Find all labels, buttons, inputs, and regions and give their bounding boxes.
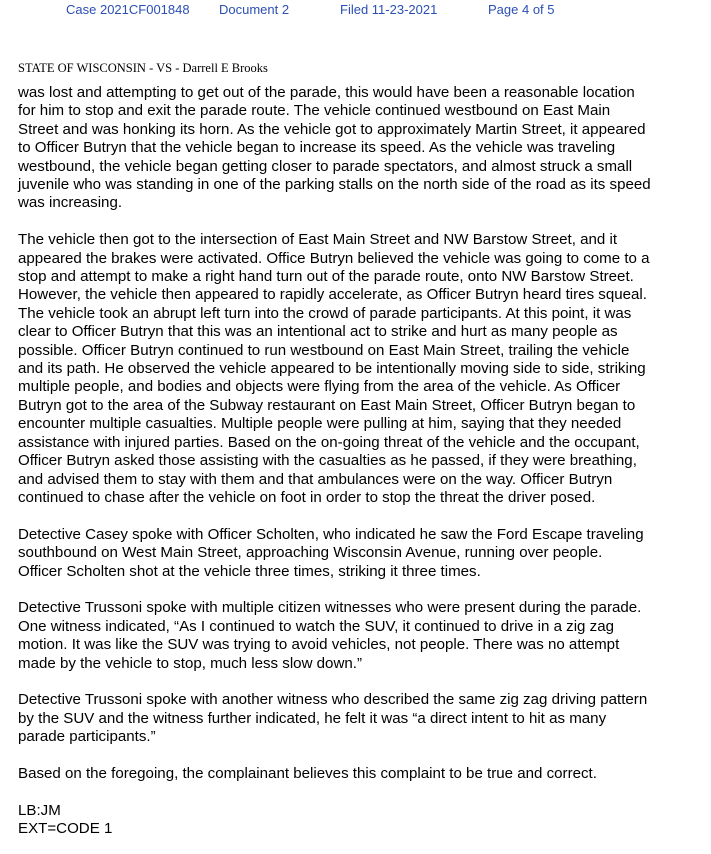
signature-initials: LB:JM: [18, 801, 61, 819]
page-number: Page 4 of 5: [488, 2, 555, 17]
document-body: [18, 84, 708, 839]
document-number: Document 2: [219, 2, 290, 17]
paragraph-6: Based on the foregoing, the complainant believes this complaint to be true and correct.: [18, 764, 597, 782]
document-header: [0, 2, 711, 22]
paragraph-5: Detective Trussoni spoke with another witness who described the same zig zag driving pattern by the SUV and the witness further indicated, he felt it was “a direct intent to hit as many parade participants.”: [18, 691, 648, 746]
paragraph-3: Detective Casey spoke with Officer Scholten, who indicated he saw the Ford Escape traveling southbound on West Main Street, approaching Wisconsin Avenue, running over people. Officer Scholten shot at the vehicle three times, striking it three times.: [18, 525, 644, 580]
paragraph-4: Detective Trussoni spoke with multiple citizen witnesses who were present during the parade. One witness indicated, “As I continued to watch the SUV, it continued to drive in a zig zag motion. It was like the SUV was trying to avoid vehicles, not people. There was no attempt made by the vehicle to stop, much less slow down.”: [18, 599, 642, 672]
case-caption: STATE OF WISCONSIN - VS - Darrell E Brooks: [18, 61, 268, 75]
case-number: Case 2021CF001848: [66, 2, 190, 17]
paragraph-2: The vehicle then got to the intersection of East Main Street and NW Barstow Street, and it appeared the brakes were activated. Office Butryn believed the vehicle was going to come to a stop and attempt to make a right hand turn out of the parade route, onto NW Barstow Street. However, the vehicle then appeared to rapidly accelerate, as Officer Butryn heard tires squeal. The vehicle took an abrupt left turn into the crowd of parade participants. At this point, it was clear to Officer Butryn that this was an intentional act to strike and hurt as many people as possible. Officer Butryn continued to run westbound on East Main Street, trailing the vehicle and its path. He observed the vehicle appeared to be intentionally moving side to side, striking multiple people, and bodies and objects were flying from the area of the vehicle. As Officer Butryn got to the area of the Subway restaurant on East Main Street, Officer Butryn began to encounter multiple casualties. Multiple people were pulling at him, saying that they needed assistance with injured parties. Based on the on-going threat of the vehicle and the occupant, Officer Butryn asked those assisting with the casualties as he passed, if they were breathing, and advised them to stay with them and that ambulances were on the way. Officer Butryn continued to chase after the vehicle on foot in order to stop the threat the driver posed.: [18, 231, 650, 506]
filed-date: Filed 11-23-2021: [340, 2, 438, 17]
paragraph-1: was lost and attempting to get out of the parade, this would have been a reasonable location for him to stop and exit the parade route. The vehicle continued westbound on East Main Street and was honking its horn. As the vehicle got to approximately Martin Street, it appeared to Officer Butryn that the vehicle began to increase its speed. As the vehicle was traveling westbound, the vehicle began getting closer to parade spectators, and almost struck a small juvenile who was standing in one of the parking stalls on the north side of the road as its speed was increasing.: [18, 84, 651, 212]
signature-ext: EXT=CODE 1: [18, 820, 113, 838]
